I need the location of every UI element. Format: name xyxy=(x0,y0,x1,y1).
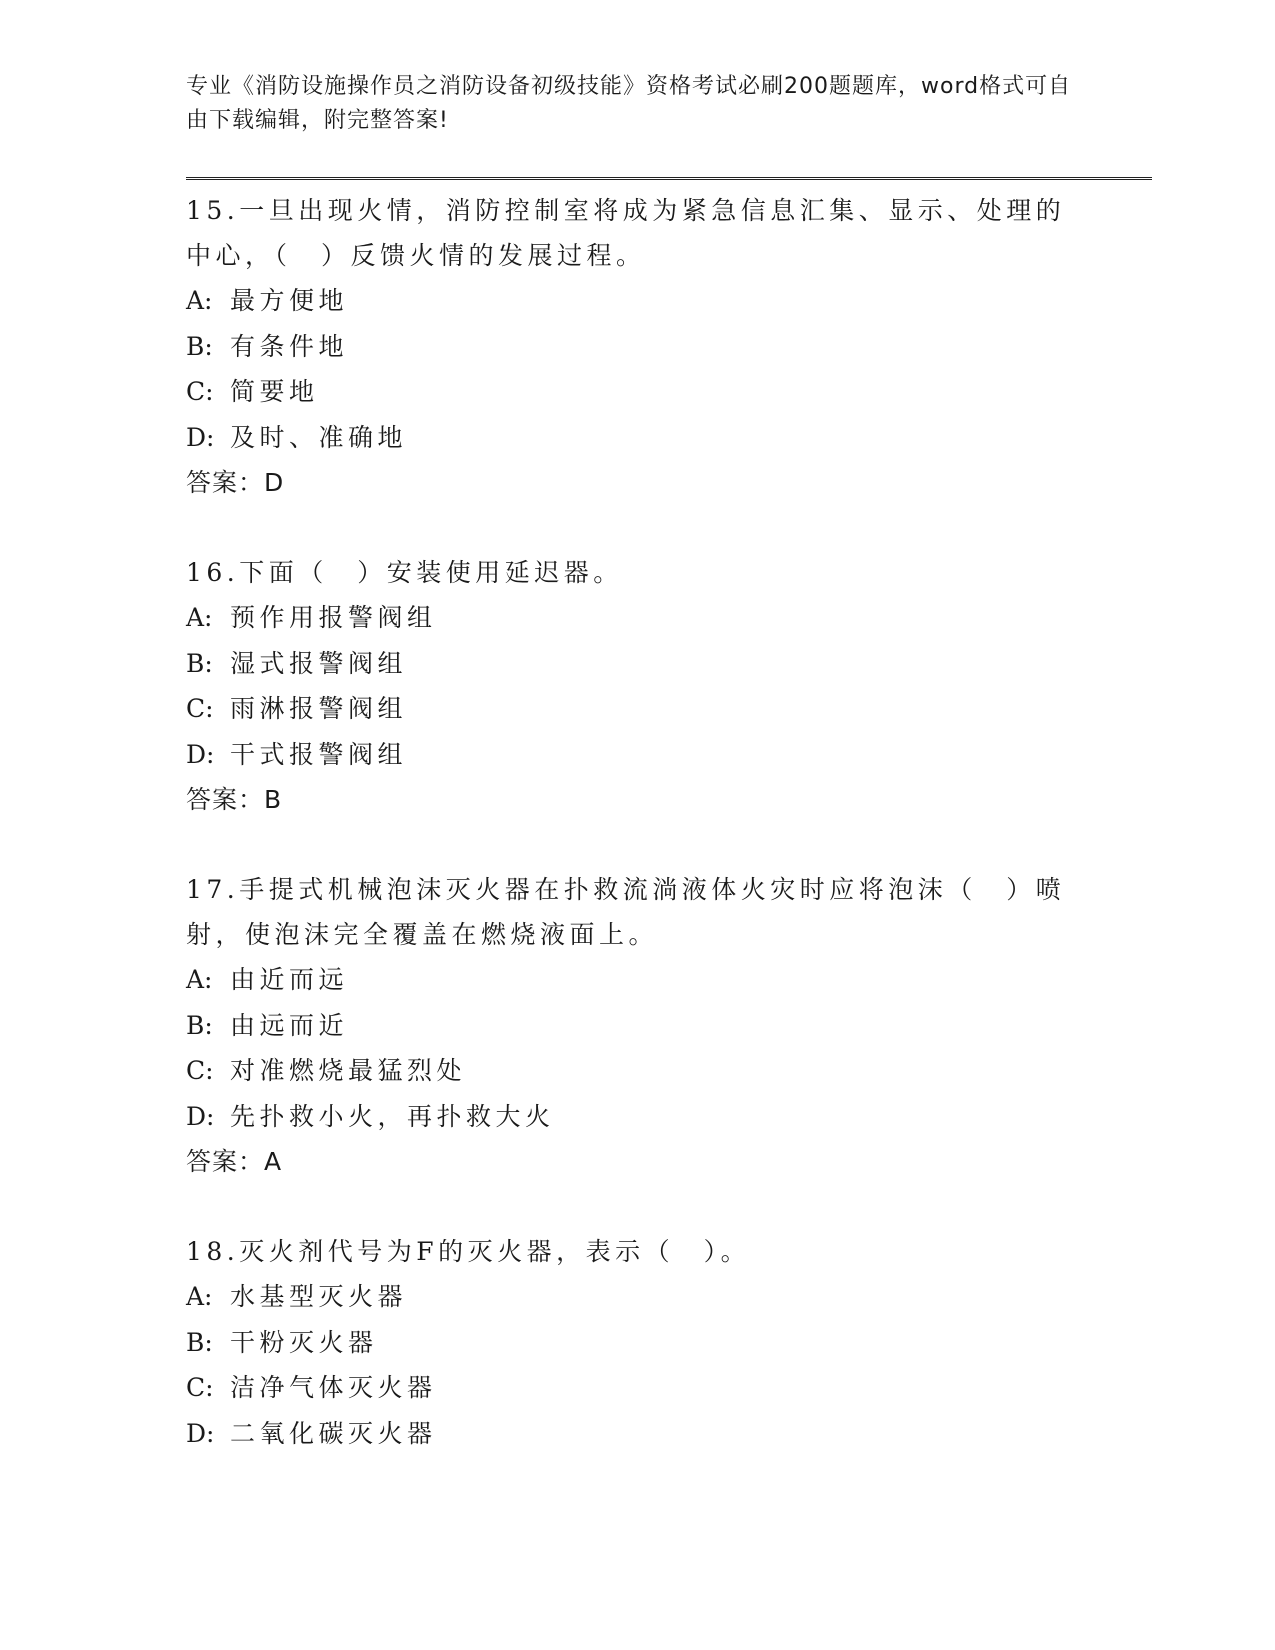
option-a xyxy=(186,957,1086,1003)
option-key: D: xyxy=(186,1418,215,1448)
option-text: 洁净气体灭火器 xyxy=(230,1373,437,1402)
option-key: C: xyxy=(186,1056,214,1085)
option-c xyxy=(186,369,1086,415)
question-list xyxy=(186,188,1086,1501)
option-d xyxy=(186,732,1086,778)
option-text: 先扑救小火，再扑救大火 xyxy=(230,1101,555,1131)
option-text: 预作用报警阀组 xyxy=(230,603,437,632)
question-stem: 17.手提式机械泡沫灭火器在扑救流淌液体火灾时应将泡沫（ ）喷射，使泡沫完全覆盖在燃烧液面上。 xyxy=(186,875,1066,949)
option-text: 简要地 xyxy=(230,377,319,406)
option-text: 二氧化碳灭火器 xyxy=(230,1418,437,1448)
option-a xyxy=(186,1274,1086,1320)
option-key: B: xyxy=(186,1327,213,1357)
option-text: 有条件地 xyxy=(230,331,349,361)
option-d xyxy=(186,1411,1086,1457)
option-key: D: xyxy=(186,1101,215,1131)
option-text: 干式报警阀组 xyxy=(230,739,408,769)
option-c xyxy=(186,1365,1086,1411)
answer-line: 答案：B xyxy=(186,785,283,814)
option-key: B: xyxy=(186,331,213,361)
option-text: 最方便地 xyxy=(230,286,349,315)
option-key: A: xyxy=(186,1282,213,1311)
question-stem: 18.灭火剂代号为F的灭火器，表示（ ）。 xyxy=(186,1237,751,1266)
option-key: A: xyxy=(186,286,213,315)
question-15 xyxy=(186,188,1086,505)
option-text: 干粉灭火器 xyxy=(230,1327,378,1357)
question-16 xyxy=(186,550,1086,822)
question-17 xyxy=(186,867,1086,1184)
answer-line: 答案：A xyxy=(186,1147,283,1176)
option-text: 湿式报警阀组 xyxy=(230,648,408,678)
option-key: C: xyxy=(186,1373,214,1402)
question-18 xyxy=(186,1229,1086,1456)
option-text: 对准燃烧最猛烈处 xyxy=(230,1056,467,1085)
option-text: 由近而远 xyxy=(230,965,349,994)
option-key: C: xyxy=(186,377,214,406)
question-stem: 15.一旦出现火情，消防控制室将成为紧急信息汇集、显示、处理的中心，（ ）反馈火情的发展过程。 xyxy=(186,196,1066,270)
option-c xyxy=(186,686,1086,732)
option-b xyxy=(186,324,1086,370)
option-key: C: xyxy=(186,694,214,723)
option-b xyxy=(186,641,1086,687)
option-text: 及时、准确地 xyxy=(230,422,408,452)
option-key: B: xyxy=(186,1010,213,1040)
option-text: 雨淋报警阀组 xyxy=(230,694,408,723)
option-a xyxy=(186,595,1086,641)
option-d xyxy=(186,415,1086,461)
option-key: A: xyxy=(186,965,213,994)
option-a xyxy=(186,278,1086,324)
option-key: B: xyxy=(186,648,213,678)
answer-line: 答案：D xyxy=(186,468,285,497)
option-b xyxy=(186,1320,1086,1366)
option-text: 水基型灭火器 xyxy=(230,1282,408,1311)
document-header: 专业《消防设施操作员之消防设备初级技能》资格考试必刷200题题库，word格式可自由下载编辑，附完整答案! xyxy=(186,74,1072,133)
option-d xyxy=(186,1094,1086,1140)
option-c xyxy=(186,1048,1086,1094)
header-divider xyxy=(186,177,1152,180)
question-stem: 16.下面（ ）安装使用延迟器。 xyxy=(186,558,623,587)
option-key: D: xyxy=(186,739,215,769)
option-b xyxy=(186,1003,1086,1049)
option-key: D: xyxy=(186,422,215,452)
option-key: A: xyxy=(186,603,213,632)
option-text: 由远而近 xyxy=(230,1010,349,1040)
